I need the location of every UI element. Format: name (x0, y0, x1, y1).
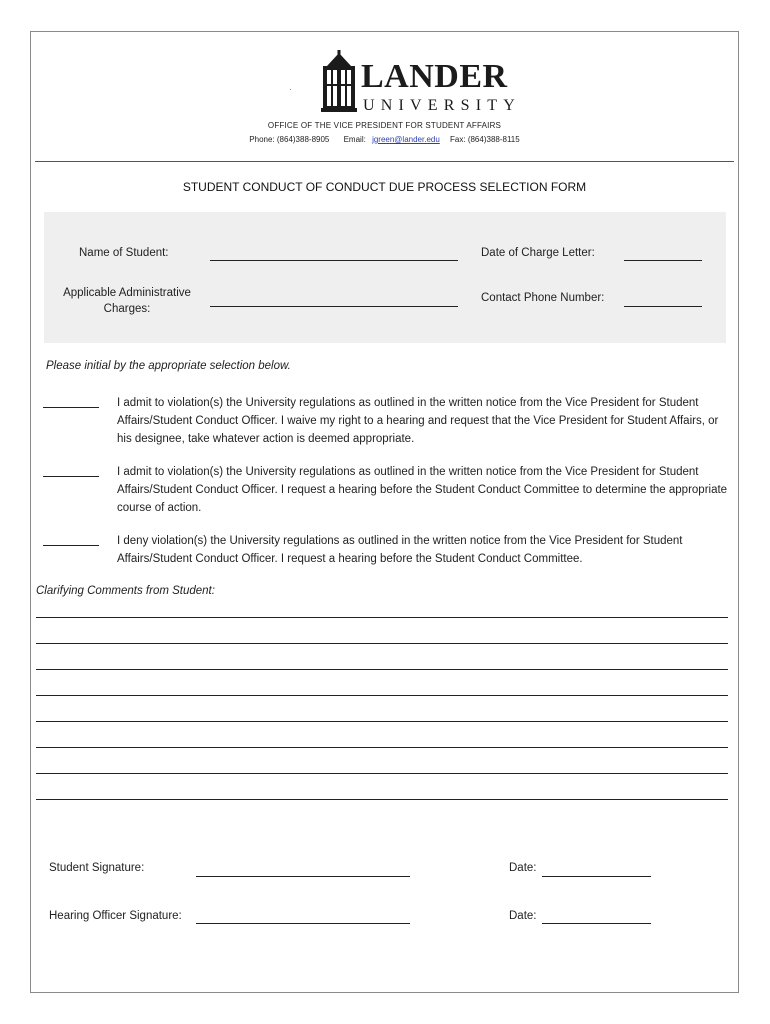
option-text: I deny violation(s) the University regulations as outlined in the written notice from the Vice President for Student Affairs/Student Conduct Officer. I request a hearing before the Student Conduct Committee. (117, 535, 683, 565)
comment-line[interactable] (36, 773, 728, 774)
logo-dot: · (289, 85, 292, 94)
phone-text: Phone: (864)388-8905 (249, 135, 330, 144)
charges-field[interactable] (210, 306, 458, 307)
fax-text: Fax: (864)388-8115 (450, 135, 520, 144)
officer-date-label: Date: (509, 910, 537, 922)
comment-line[interactable] (36, 747, 728, 748)
name-field[interactable] (210, 260, 458, 261)
contact-line (31, 135, 738, 144)
initial-field[interactable] (43, 407, 99, 408)
option-text: I admit to violation(s) the University regulations as outlined in the written notice from the Vice President for Student Affairs/Student Conduct Officer. I waive my right to a hearing and request that the Vice President for Student Affairs, or his designee, take whatever action is deemed appropriate. (117, 397, 719, 445)
email-label: Email: (343, 135, 366, 144)
comment-line[interactable] (36, 695, 728, 696)
officer-date-field[interactable] (542, 923, 651, 924)
email-group (340, 135, 440, 144)
initial-field[interactable] (43, 545, 99, 546)
student-info-box (44, 212, 726, 343)
name-label: Name of Student: (79, 247, 169, 259)
option-text: I admit to violation(s) the University regulations as outlined in the written notice from the Vice President for Student Affairs/Student Conduct Officer. I request a hearing before the Student Conduct Committee to determine the appropriate course of action. (117, 466, 728, 514)
officer-signature-label: Hearing Officer Signature: (49, 910, 182, 922)
form-title: STUDENT CONDUCT OF CONDUCT DUE PROCESS SELECTION FORM (182, 180, 587, 194)
student-date-label: Date: (509, 862, 537, 874)
date-charge-label: Date of Charge Letter: (481, 247, 595, 259)
phone-field[interactable] (624, 306, 702, 307)
office-title: OFFICE OF THE VICE PRESIDENT FOR STUDENT AFFAIRS (267, 121, 502, 130)
comment-line[interactable] (36, 643, 728, 644)
instructions: Please initial by the appropriate selection below. (46, 360, 291, 372)
comment-line[interactable] (36, 721, 728, 722)
student-date-field[interactable] (542, 876, 651, 877)
officer-signature-field[interactable] (196, 923, 410, 924)
logo-wordmark: LANDER (361, 58, 508, 95)
tower-icon (321, 50, 357, 112)
student-signature-field[interactable] (196, 876, 410, 877)
comments-label: Clarifying Comments from Student: (36, 585, 215, 597)
initial-field[interactable] (43, 476, 99, 477)
phone-label: Contact Phone Number: (481, 292, 605, 304)
email-link[interactable]: jgreen@lander.edu (372, 135, 440, 144)
logo-subword: UNIVERSITY (363, 97, 521, 114)
comment-line[interactable] (36, 669, 728, 670)
student-signature-label: Student Signature: (49, 862, 145, 874)
comment-line[interactable] (36, 617, 728, 618)
lander-logo (289, 50, 521, 116)
form-page (30, 31, 739, 993)
charges-label: Applicable Administrative Charges: (63, 287, 191, 315)
date-charge-field[interactable] (624, 260, 702, 261)
header-divider (35, 161, 734, 162)
comment-line[interactable] (36, 799, 728, 800)
